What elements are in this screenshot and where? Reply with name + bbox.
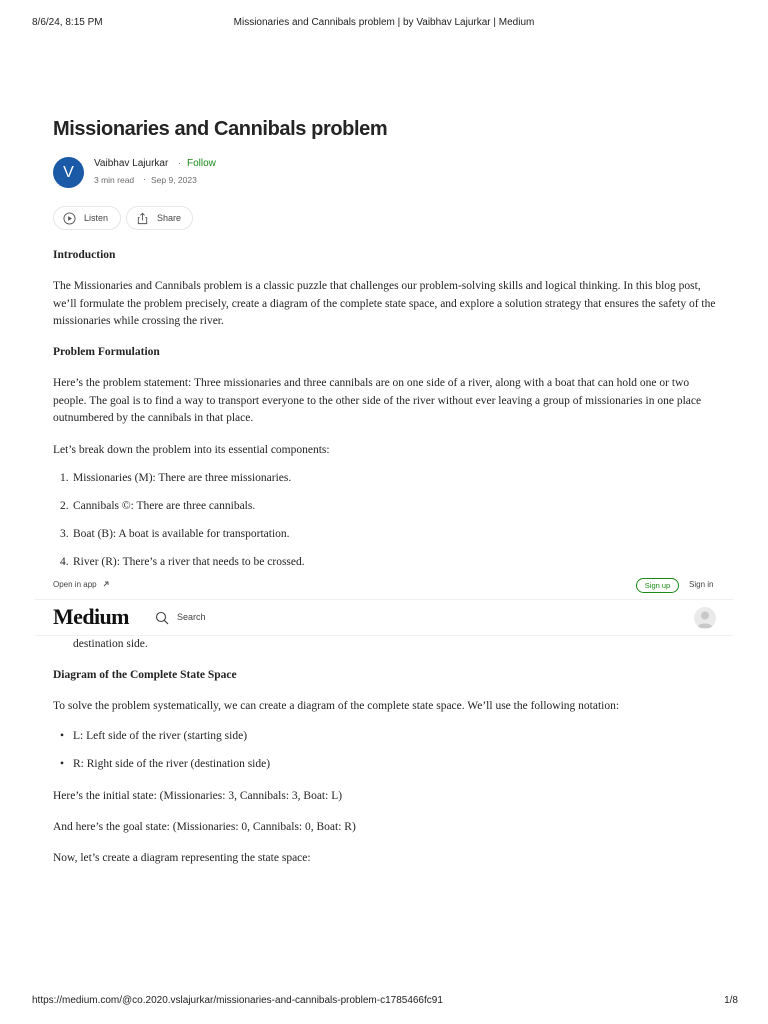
follow-button[interactable]: Follow [187, 158, 216, 169]
goal-state-text: And here’s the goal state: (Missionaries: 0, Cannibals: 0, Boat: R) [53, 821, 356, 833]
medium-logo[interactable]: Medium [53, 604, 129, 629]
list-item: 2. Cannibals ©: There are three cannibals. [60, 500, 256, 512]
open-in-app-link[interactable]: Open in app [53, 580, 110, 589]
section-heading-problem-formulation: Problem Formulation [53, 346, 160, 358]
diagram-intro-text: Now, let’s create a diagram representing the state space: [53, 852, 311, 864]
publish-date: Sep 9, 2023 [151, 175, 197, 185]
diagram-paragraph: To solve the problem systematically, we can create a diagram of the complete state space. We’ll use the following notation: [53, 700, 620, 712]
print-page-number: 1/8 [724, 995, 738, 1006]
list-item: 4. River (R): There’s a river that needs to be crossed. [60, 556, 305, 568]
share-button[interactable] [126, 206, 193, 230]
print-url: https://medium.com/@co.2020.vslajurkar/missionaries-and-cannibals-problem-c1785466fc91 [32, 995, 443, 1006]
list-item: • R: Right side of the river (destination side) [60, 758, 271, 770]
top-navbar [35, 599, 733, 636]
sign-in-link[interactable]: Sign in [689, 580, 714, 589]
section-heading-introduction: Introduction [53, 249, 116, 261]
list-item: 3. Boat (B): A boat is available for transportation. [60, 528, 290, 540]
initial-state-text: Here’s the initial state: (Missionaries: 3, Cannibals: 3, Boat: L) [53, 790, 343, 802]
external-arrow-icon [102, 580, 110, 588]
cut-text-line: destination side. [73, 638, 148, 650]
user-avatar[interactable] [694, 607, 716, 629]
play-icon [63, 212, 76, 225]
user-icon [694, 607, 716, 629]
separator-dot: · [143, 174, 146, 184]
print-datetime: 8/6/24, 8:15 PM [32, 17, 103, 28]
share-icon [136, 212, 149, 225]
read-time: 3 min read [94, 175, 135, 185]
author-avatar[interactable]: V [53, 157, 84, 188]
author-name[interactable]: Vaibhav Lajurkar [94, 158, 169, 169]
share-label: Share [157, 213, 182, 223]
listen-button[interactable] [53, 206, 121, 230]
article-title: Missionaries and Cannibals problem [53, 118, 388, 140]
sign-up-button[interactable]: Sign up [636, 578, 679, 593]
list-item: • L: Left side of the river (starting side) [60, 730, 248, 742]
print-header [0, 17, 768, 31]
formulation-paragraph: Here’s the problem statement: Three missionaries and three cannibals are on one side of a river, along with a boat that can hold one or two people. The goal is to find a way to transport everyone to the other side of the river without ever leaving a group of missionaries in one place outnumbered by the cannibals in that place. [53, 377, 702, 424]
search-icon[interactable] [155, 611, 169, 625]
print-page-title: Missionaries and Cannibals problem | by Vaibhav Lajurkar | Medium [233, 17, 535, 28]
search-input[interactable]: Search [177, 612, 206, 622]
list-item: 1. Missionaries (M): There are three missionaries. [60, 472, 292, 484]
author-row [53, 157, 453, 189]
intro-paragraph: The Missionaries and Cannibals problem is a classic puzzle that challenges our problem-solving skills and logical thinking. In this blog post, we’ll formulate the problem precisely, create a diagram of the complete state space, and explore a solution strategy that ensures the safety of the missionaries while crossing the river. [53, 280, 716, 327]
print-footer [0, 995, 768, 1009]
separator-dot: · [178, 158, 181, 168]
listen-label: Listen [84, 213, 109, 223]
section-heading-state-space: Diagram of the Complete State Space [53, 669, 237, 681]
components-intro: Let’s break down the problem into its essential components: [53, 444, 330, 456]
